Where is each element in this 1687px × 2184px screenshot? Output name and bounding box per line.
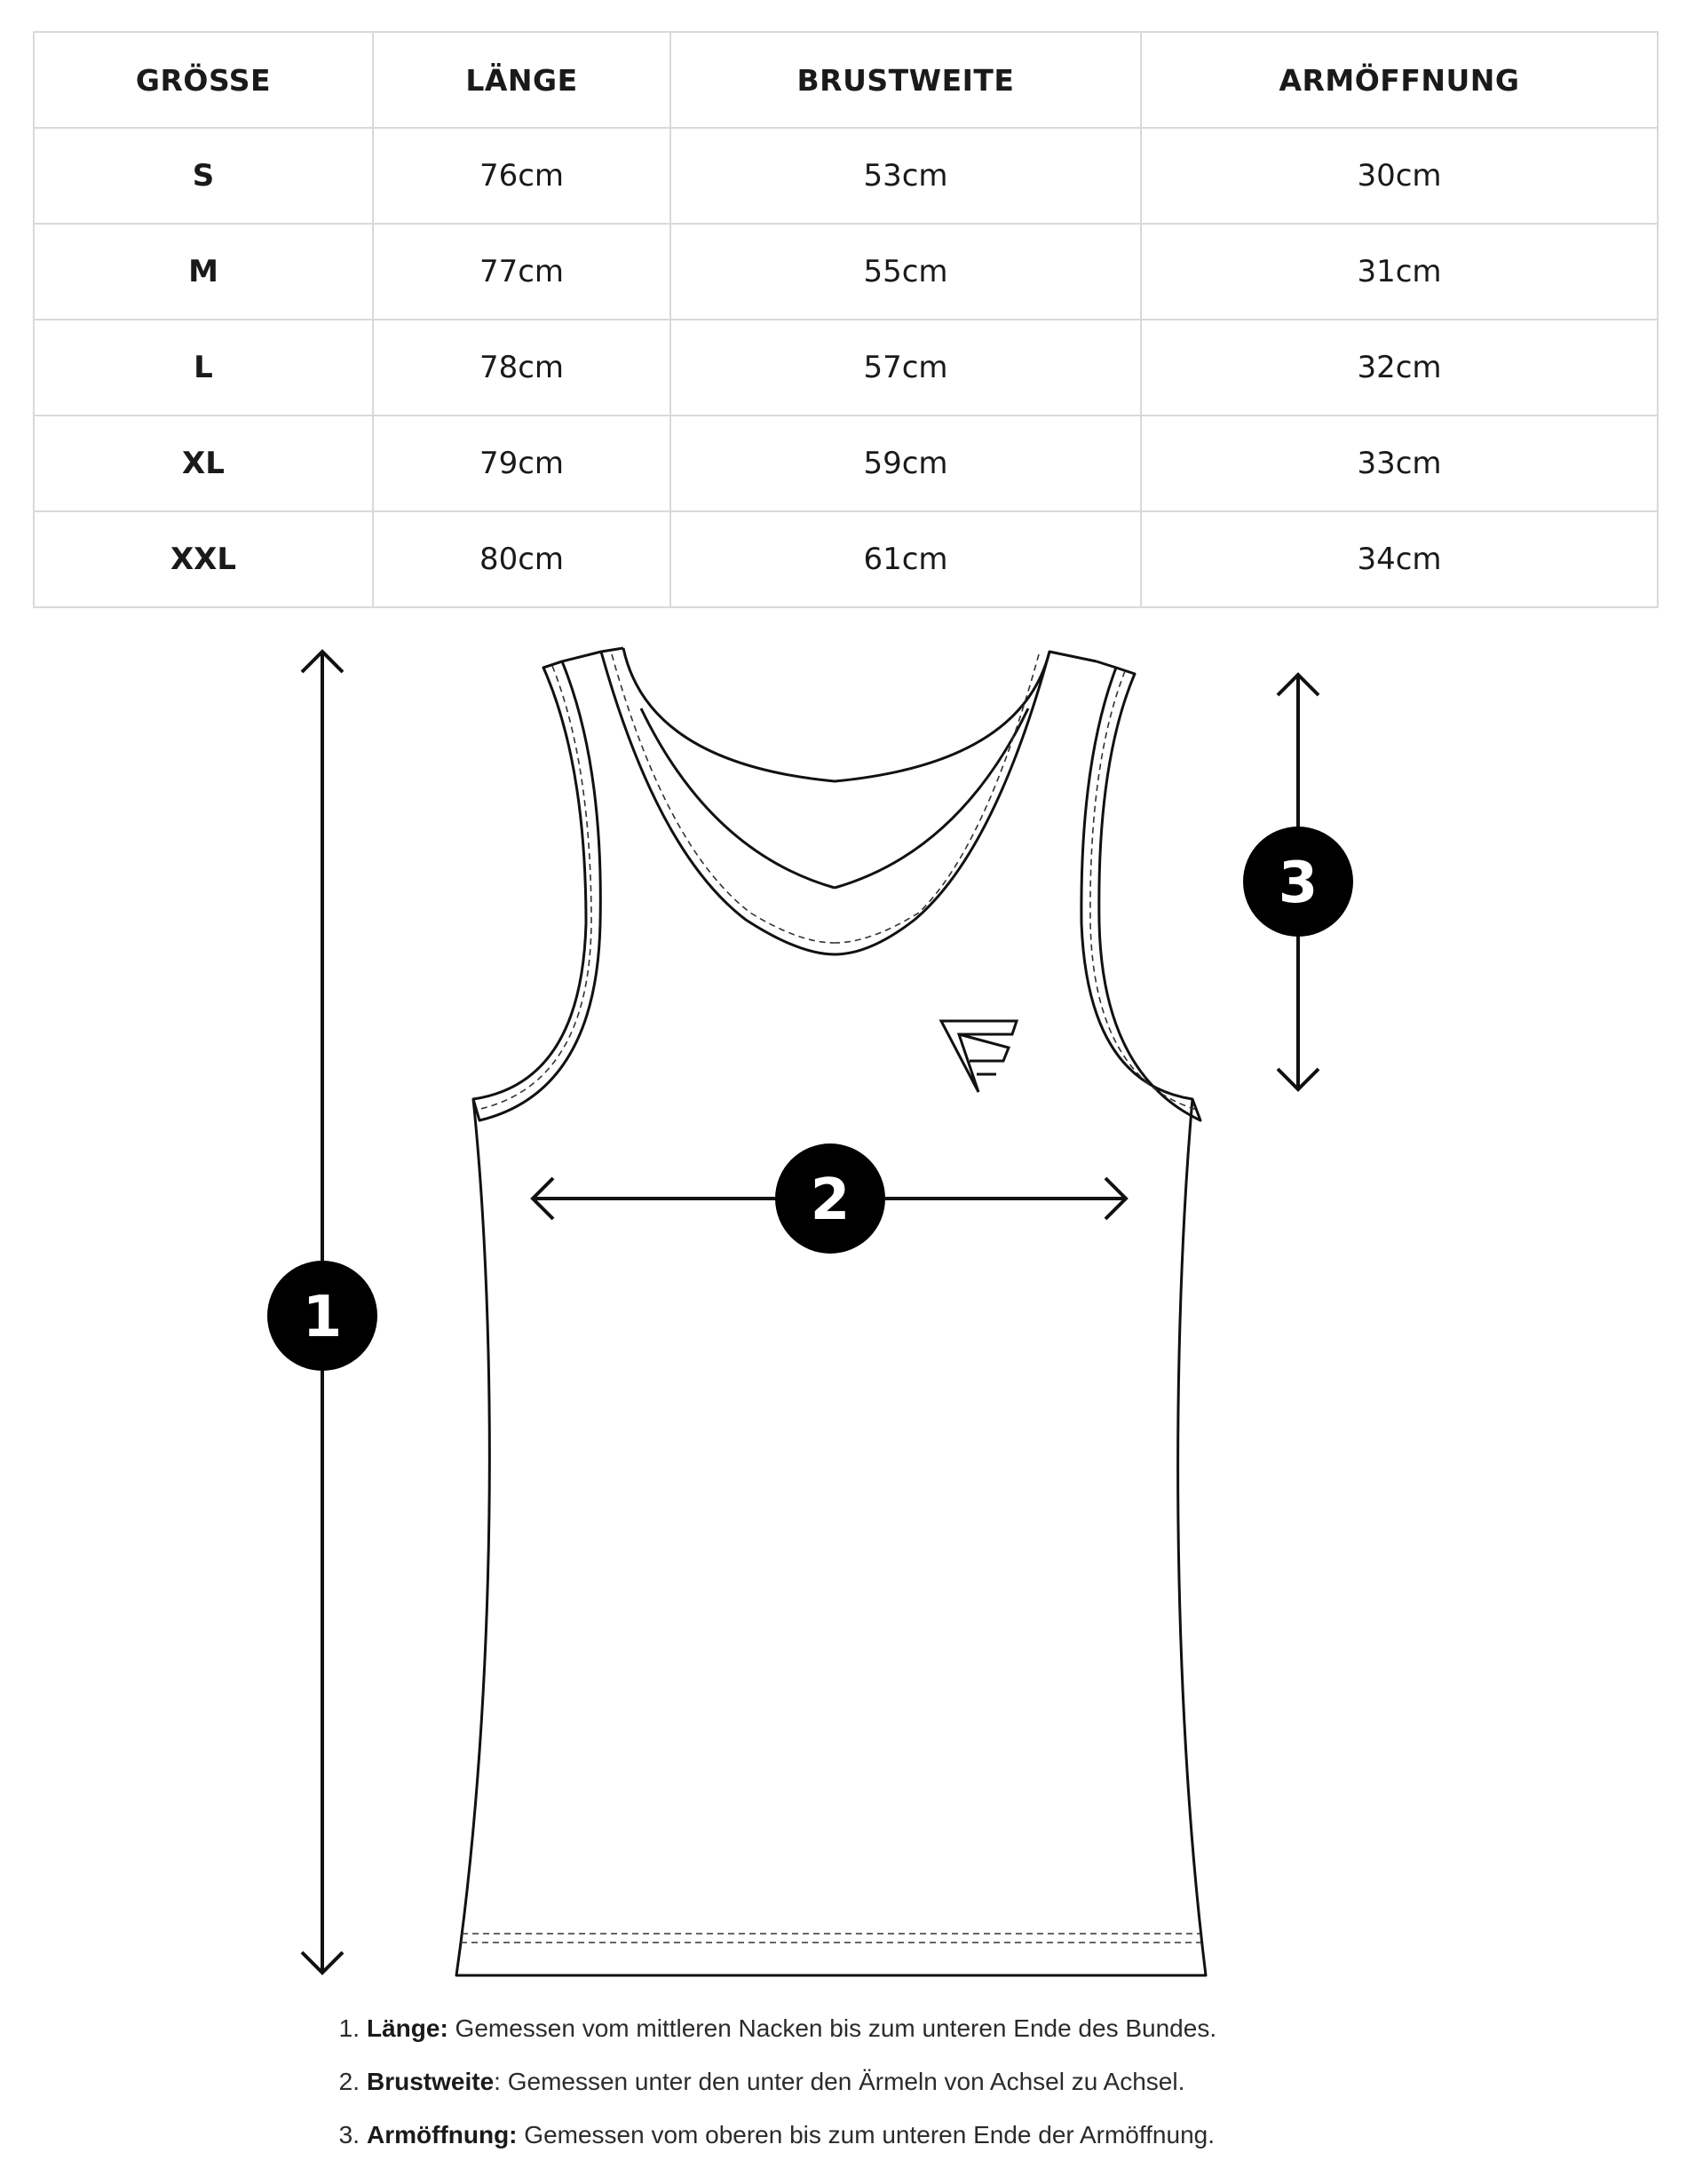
table-header-row: [34, 32, 1658, 128]
chest-cell: 55cm: [670, 224, 1141, 320]
note-text: Gemessen vom oberen bis zum unteren Ende der Armöffnung.: [517, 2121, 1215, 2148]
size-cell: XL: [34, 415, 373, 511]
armhole-cell: 34cm: [1141, 511, 1658, 607]
header-length: LÄNGE: [373, 32, 670, 128]
armhole-cell: 33cm: [1141, 415, 1658, 511]
note-term: Länge:: [367, 2014, 448, 2042]
measurement-notes: [315, 2002, 1216, 2162]
note-item: [315, 2055, 1216, 2109]
header-chest: BRUSTWEITE: [670, 32, 1141, 128]
stitch-lines: [461, 654, 1201, 1943]
table-row: [34, 128, 1658, 224]
note-text: : Gemessen unter den unter den Ärmeln von Achsel zu Achsel.: [494, 2068, 1185, 2095]
size-cell: XXL: [34, 511, 373, 607]
note-term: Brustweite: [367, 2068, 495, 2095]
note-number: 1.: [338, 2014, 360, 2042]
note-text: Gemessen vom mittleren Nacken bis zum unteren Ende des Bundes.: [447, 2014, 1217, 2042]
armhole-cell: 30cm: [1141, 128, 1658, 224]
table-row: [34, 320, 1658, 415]
tank-top-outline: [456, 648, 1206, 1975]
chest-cell: 59cm: [670, 415, 1141, 511]
size-cell: L: [34, 320, 373, 415]
table-row: [34, 224, 1658, 320]
chest-cell: 57cm: [670, 320, 1141, 415]
note-number: 3.: [338, 2121, 360, 2148]
length-cell: 80cm: [373, 511, 670, 607]
length-cell: 77cm: [373, 224, 670, 320]
table-row: [34, 511, 1658, 607]
chest-cell: 53cm: [670, 128, 1141, 224]
length-cell: 79cm: [373, 415, 670, 511]
length-cell: 78cm: [373, 320, 670, 415]
header-size: GRÖSSE: [34, 32, 373, 128]
armhole-cell: 31cm: [1141, 224, 1658, 320]
note-item: [315, 2002, 1216, 2055]
marker-1-label: 1: [302, 1285, 343, 1350]
note-term: Armöffnung:: [367, 2121, 518, 2148]
note-item: [315, 2109, 1216, 2162]
size-cell: M: [34, 224, 373, 320]
chest-cell: 61cm: [670, 511, 1141, 607]
tank-top-diagram: [0, 621, 1687, 1989]
table-row: [34, 415, 1658, 511]
marker-2-label: 2: [810, 1167, 851, 1233]
armhole-cell: 32cm: [1141, 320, 1658, 415]
note-number: 2.: [338, 2068, 360, 2095]
marker-3-label: 3: [1278, 851, 1319, 916]
header-armhole: ARMÖFFNUNG: [1141, 32, 1658, 128]
size-chart-table: [33, 31, 1659, 608]
brand-logo-icon: [941, 1021, 1017, 1092]
length-cell: 76cm: [373, 128, 670, 224]
size-cell: S: [34, 128, 373, 224]
